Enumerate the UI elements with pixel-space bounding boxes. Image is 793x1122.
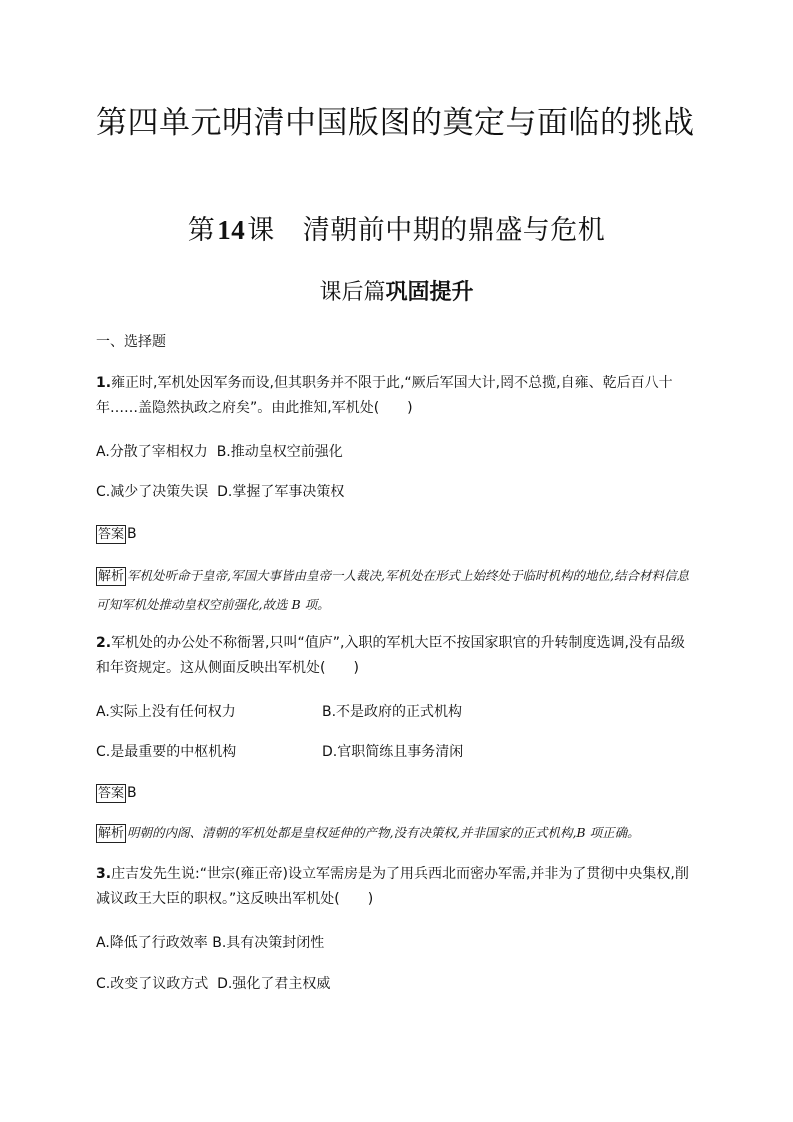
question-text: 庄吉发先生说:“世宗(雍正帝)设立军需房是为了用兵西北而密办军需,并非为了贯彻中央集权,削减议政王大臣的职权。”这反映出军机处( ) bbox=[96, 866, 689, 907]
question-1 bbox=[96, 371, 696, 421]
question-text: 雍正时,军机处因军务而设,但其职务并不限于此,“厥后军国大计,罔不总揽,自雍、乾后百八十年……盖隐然执政之府矣”。由此推知,军机处( ) bbox=[96, 375, 673, 416]
question-text: 军机处的办公处不称衙署,只叫“值庐”,入职的军机大臣不按国家职官的升转制度选调,没有品级和年资规定。这从侧面反映出军机处( ) bbox=[96, 635, 685, 676]
question-2-option-d: D.官职简练且事务清闲 bbox=[322, 744, 464, 760]
section-heading: 一、选择题 bbox=[96, 334, 166, 350]
option-a: A.降低了行政效率 bbox=[96, 935, 208, 951]
unit-title: 第四单元明清中国版图的奠定与面临的挑战 bbox=[96, 105, 695, 141]
question-number: 2. bbox=[96, 635, 112, 651]
option-b: B.具有决策封闭性 bbox=[212, 935, 325, 951]
option-d: D.强化了君主权威 bbox=[217, 976, 331, 992]
lesson-title bbox=[0, 210, 793, 251]
question-number: 3. bbox=[96, 866, 112, 882]
option-c: C.改变了议政方式 bbox=[96, 976, 209, 992]
question-2-answer bbox=[96, 783, 137, 803]
lesson-prefix: 第 bbox=[187, 215, 216, 246]
question-3 bbox=[96, 862, 696, 912]
question-1-options-row1 bbox=[96, 442, 343, 462]
subtitle-part2: 巩固提升 bbox=[385, 280, 474, 305]
explanation-text: 军机处听命于皇帝,军国大事皆由皇帝一人裁决,军机处在形式上始终处于临时机构的地位,结合材料信息可知军机处推动皇权空前强化,故选 B 项。 bbox=[96, 568, 689, 612]
question-1-answer bbox=[96, 524, 137, 544]
answer-tag: 答案 bbox=[98, 527, 125, 542]
explanation-text: 明朝的内阁、清朝的军机处都是皇权延伸的产物,没有决策权,并非国家的正式机构,B 项正确。 bbox=[127, 825, 640, 840]
option-c: C.减少了决策失误 bbox=[96, 484, 209, 500]
option-b: B.推动皇权空前强化 bbox=[216, 444, 343, 460]
question-1-options-row2 bbox=[96, 482, 344, 502]
question-2 bbox=[96, 631, 696, 681]
answer-tag: 答案 bbox=[98, 786, 125, 801]
explain-tag: 解析 bbox=[98, 826, 125, 841]
question-1-explanation bbox=[96, 561, 696, 619]
answer-value: B bbox=[127, 785, 137, 801]
lesson-suffix: 课 bbox=[247, 215, 275, 246]
subtitle-part1: 课后篇 bbox=[319, 280, 386, 305]
question-3-options-row2 bbox=[96, 974, 330, 994]
lesson-number: 14 bbox=[217, 215, 246, 245]
answer-value: B bbox=[127, 526, 137, 542]
question-2-explanation bbox=[96, 818, 696, 847]
option-a: A.分散了宰相权力 bbox=[96, 444, 208, 460]
lesson-name: 清朝前中期的鼎盛与危机 bbox=[302, 215, 606, 246]
option-d: D.掌握了军事决策权 bbox=[217, 484, 345, 500]
question-2-option-b: B.不是政府的正式机构 bbox=[322, 704, 463, 720]
question-number: 1. bbox=[96, 375, 112, 391]
question-2-option-c: C.是最重要的中枢机构 bbox=[96, 744, 237, 760]
explain-tag: 解析 bbox=[98, 569, 125, 584]
question-2-option-a: A.实际上没有任何权力 bbox=[96, 704, 236, 720]
question-3-options-row1 bbox=[96, 933, 324, 953]
subtitle bbox=[0, 276, 793, 310]
